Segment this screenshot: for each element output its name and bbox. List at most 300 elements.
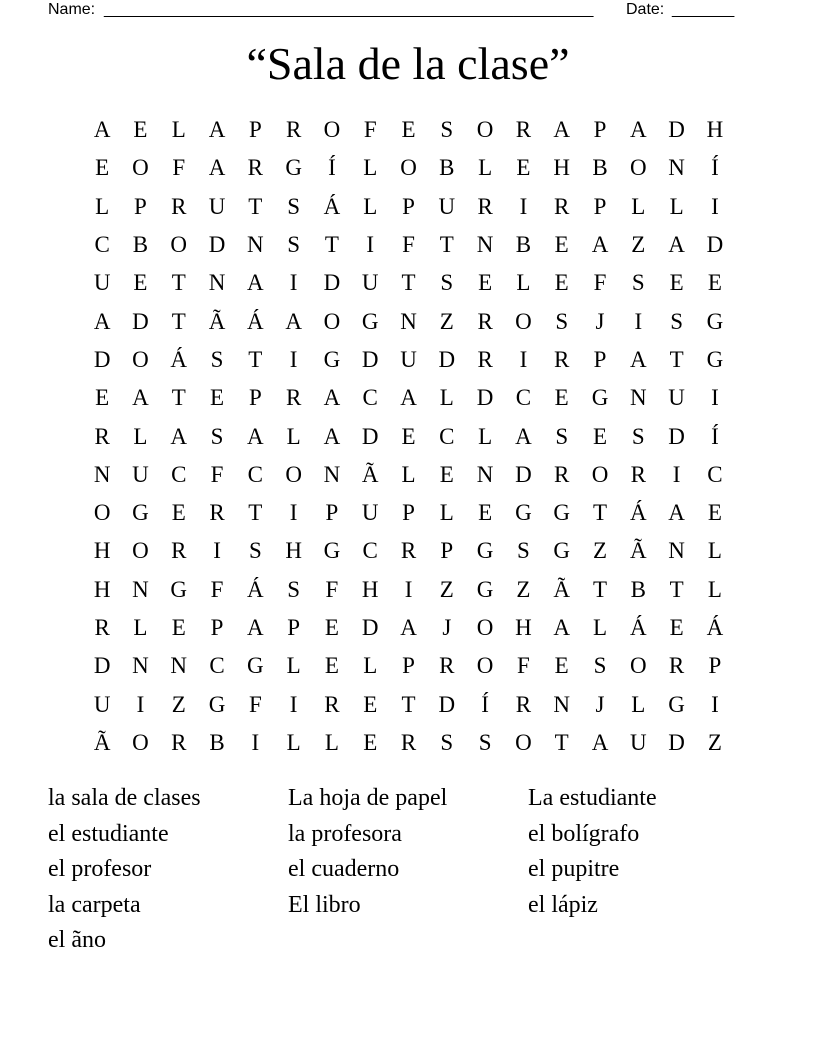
grid-letter: E: [95, 155, 110, 181]
grid-letter: T: [401, 270, 416, 296]
grid-letter: L: [363, 155, 378, 181]
grid-letter: H: [285, 538, 302, 564]
grid-letter: A: [93, 117, 111, 143]
grid-letter: L: [171, 117, 186, 143]
grid-letter: T: [554, 729, 569, 755]
grid-letter: A: [170, 423, 188, 449]
grid-letter: O: [132, 729, 149, 755]
grid-letter: G: [361, 308, 379, 334]
grid-letter: R: [400, 538, 417, 564]
grid-letter: Á: [247, 308, 264, 334]
grid-letter: G: [323, 346, 341, 372]
grid-letter: Z: [516, 576, 531, 602]
grid-letter: C: [209, 653, 225, 679]
grid-letter: O: [323, 308, 341, 334]
grid-letter: A: [208, 117, 226, 143]
grid-letter: J: [442, 615, 452, 640]
grid-letter: P: [402, 193, 415, 219]
grid-letter: Ã: [553, 576, 571, 602]
grid-letter: I: [289, 270, 298, 296]
grid-letter: I: [711, 691, 719, 717]
grid-letter: S: [287, 193, 301, 219]
grid-letter: P: [325, 500, 339, 526]
grid-letter: E: [363, 729, 378, 755]
grid-letter: R: [477, 346, 493, 372]
grid-letter: P: [134, 193, 147, 219]
grid-letter: B: [209, 729, 225, 755]
grid-letter: Z: [592, 538, 608, 564]
grid-letter: T: [171, 308, 186, 334]
grid-letter: N: [247, 232, 264, 258]
grid-letter: L: [478, 155, 493, 181]
grid-letter: I: [634, 308, 643, 334]
grid-letter: R: [285, 117, 302, 143]
grid-letter: N: [170, 653, 188, 679]
grid-letter: N: [93, 461, 111, 487]
grid-letter: A: [323, 423, 341, 449]
grid-letter: T: [248, 500, 263, 526]
grid-letter: O: [476, 117, 494, 143]
grid-letter: C: [707, 461, 723, 487]
grid-letter: D: [361, 423, 379, 449]
grid-letter: E: [592, 423, 608, 449]
grid-letter: T: [248, 346, 263, 372]
grid-letter: S: [631, 423, 645, 449]
grid-letter: A: [515, 423, 532, 449]
grid-letter: Ã: [208, 308, 226, 334]
grid-letter: R: [400, 729, 417, 755]
grid-letter: C: [439, 423, 455, 449]
grid-letter: E: [554, 653, 569, 679]
grid-letter: Á: [706, 615, 724, 640]
grid-letter: A: [247, 270, 264, 296]
grid-letter: U: [132, 461, 149, 487]
grid-letter: I: [519, 346, 528, 372]
grid-letter: R: [630, 461, 646, 487]
grid-letter: C: [362, 385, 378, 411]
grid-letter: E: [554, 270, 569, 296]
grid-letter: Á: [247, 576, 264, 602]
grid-letter: A: [285, 308, 302, 334]
grid-letter: N: [132, 576, 149, 602]
grid-letter: L: [439, 385, 454, 411]
grid-letter: C: [362, 538, 378, 564]
worksheet-header: [48, 0, 740, 20]
grid-letter: R: [554, 461, 570, 487]
grid-letter: L: [401, 461, 416, 487]
grid-letter: T: [171, 270, 186, 296]
grid-letter: O: [591, 461, 609, 487]
grid-letter: F: [210, 461, 224, 487]
grid-letter: I: [519, 193, 528, 219]
grid-letter: D: [668, 729, 685, 755]
grid-letter: R: [247, 155, 263, 181]
grid-letter: Ã: [361, 461, 379, 487]
grid-letter: E: [133, 270, 148, 296]
grid-letter: E: [401, 423, 416, 449]
grid-letter: E: [363, 691, 378, 717]
grid-letter: E: [707, 500, 722, 526]
grid-letter: O: [515, 308, 532, 334]
grid-letter: Z: [171, 691, 186, 717]
grid-letter: O: [323, 117, 341, 143]
grid-letter: R: [554, 193, 570, 219]
name-blank-line: _______________________________________________________: [104, 1, 594, 18]
grid-letter: O: [515, 729, 532, 755]
grid-letter: P: [248, 385, 262, 411]
grid-letter: R: [171, 193, 187, 219]
grid-letter: D: [323, 270, 341, 296]
grid-letter: N: [476, 232, 494, 258]
worksheet-title: “Sala de la clase”: [246, 38, 570, 89]
grid-letter: B: [515, 232, 532, 258]
grid-letter: U: [400, 346, 417, 372]
grid-letter: U: [93, 270, 111, 296]
grid-letter: G: [706, 308, 724, 334]
grid-letter: A: [208, 155, 226, 181]
word-list-item: la carpeta: [48, 891, 141, 918]
grid-letter: L: [631, 691, 646, 717]
grid-letter: O: [132, 346, 149, 372]
grid-letter: F: [517, 653, 530, 679]
grid-letter: B: [132, 232, 149, 258]
grid-letter: G: [208, 691, 226, 717]
grid-letter: E: [171, 500, 186, 526]
grid-letter: T: [248, 193, 263, 219]
grid-letter: I: [251, 729, 260, 755]
grid-letter: F: [172, 155, 186, 181]
grid-letter: I: [366, 232, 375, 258]
grid-letter: T: [324, 232, 339, 258]
word-list-item: el bolígrafo: [528, 820, 640, 847]
grid-letter: T: [401, 691, 416, 717]
grid-letter: D: [438, 346, 456, 372]
grid-letter: G: [247, 653, 264, 679]
grid-letter: D: [361, 346, 379, 372]
grid-letter: D: [93, 653, 111, 679]
grid-letter: E: [554, 385, 569, 411]
grid-letter: H: [93, 576, 111, 602]
grid-letter: P: [708, 653, 722, 679]
grid-letter: R: [515, 691, 532, 717]
grid-letter: O: [285, 461, 302, 487]
grid-letter: S: [631, 270, 645, 296]
grid-letter: A: [93, 308, 111, 334]
grid-letter: U: [208, 193, 226, 219]
grid-letter: D: [668, 117, 685, 143]
grid-letter: T: [669, 346, 684, 372]
grid-letter: Á: [629, 615, 647, 640]
word-list: [48, 781, 768, 959]
grid-letter: O: [132, 155, 149, 181]
grid-letter: G: [706, 346, 724, 372]
grid-letter: P: [402, 653, 415, 679]
grid-letter: O: [476, 653, 494, 679]
grid-letter: A: [132, 385, 149, 411]
grid-letter: R: [171, 729, 187, 755]
grid-letter: U: [668, 385, 685, 411]
grid-letter: A: [400, 385, 417, 411]
grid-letter: L: [324, 729, 339, 755]
word-list-item: La hoja de papel: [288, 785, 448, 811]
grid-letter: D: [706, 232, 724, 258]
grid-letter: A: [591, 729, 609, 755]
grid-letter: E: [324, 653, 339, 679]
grid-letter: G: [515, 500, 532, 526]
grid-letter: A: [629, 117, 647, 143]
grid-letter: H: [515, 615, 532, 640]
grid-letter: F: [325, 576, 339, 602]
grid-letter: L: [286, 729, 301, 755]
grid-letter: P: [248, 117, 262, 143]
grid-letter: R: [554, 346, 570, 372]
word-list-item: la profesora: [288, 820, 402, 847]
grid-letter: L: [631, 193, 646, 219]
grid-letter: U: [361, 270, 379, 296]
grid-letter: N: [476, 461, 494, 487]
grid-letter: S: [440, 729, 454, 755]
grid-letter: S: [248, 538, 262, 564]
grid-letter: P: [210, 615, 224, 640]
grid-letter: I: [404, 576, 413, 602]
grid-letter: Á: [170, 346, 188, 372]
grid-letter: N: [400, 308, 417, 334]
grid-letter: C: [247, 461, 263, 487]
grid-letter: F: [593, 270, 607, 296]
grid-letter: L: [363, 193, 378, 219]
grid-letter: L: [592, 615, 608, 640]
grid-letter: T: [592, 576, 608, 602]
grid-letter: L: [286, 653, 301, 679]
word-list-item: el cuaderno: [288, 856, 400, 882]
grid-letter: L: [439, 500, 454, 526]
grid-letter: O: [400, 155, 417, 181]
grid-letter: E: [324, 615, 339, 640]
word-list-item: el ãno: [48, 927, 106, 953]
grid-letter: T: [669, 576, 684, 602]
grid-letter: J: [595, 691, 605, 717]
grid-letter: A: [323, 385, 341, 411]
grid-letter: S: [517, 538, 530, 564]
grid-letter: Á: [323, 193, 341, 219]
grid-letter: R: [171, 538, 187, 564]
grid-letter: G: [668, 691, 685, 717]
grid-letter: E: [516, 155, 531, 181]
grid-letter: G: [476, 538, 494, 564]
grid-letter: L: [478, 423, 493, 449]
grid-letter: O: [93, 500, 111, 526]
word-list-item: el lápiz: [528, 891, 598, 918]
grid-letter: G: [553, 538, 571, 564]
grid-letter: C: [515, 385, 532, 411]
grid-letter: E: [439, 461, 454, 487]
grid-letter: I: [136, 691, 145, 717]
grid-letter: E: [669, 615, 684, 640]
grid-letter: E: [171, 615, 186, 640]
grid-letter: A: [668, 500, 685, 526]
grid-letter: I: [213, 538, 221, 564]
grid-letter: O: [132, 538, 149, 564]
grid-letter: L: [516, 270, 531, 296]
grid-letter: S: [440, 117, 454, 143]
grid-letter: Í: [481, 691, 489, 717]
word-list-item: el estudiante: [48, 820, 169, 847]
grid-letter: A: [553, 615, 571, 640]
grid-letter: I: [672, 461, 681, 487]
grid-letter: E: [707, 270, 722, 296]
grid-letter: D: [438, 691, 456, 717]
grid-letter: T: [439, 232, 454, 258]
grid-letter: E: [478, 500, 493, 526]
grid-letter: U: [438, 193, 456, 219]
grid-letter: B: [630, 576, 646, 602]
grid-letter: F: [402, 232, 415, 258]
grid-letter: R: [439, 653, 455, 679]
grid-letter: S: [555, 423, 569, 449]
grid-letter: P: [593, 117, 607, 143]
word-list-item: el pupitre: [528, 856, 620, 882]
grid-letter: R: [285, 385, 302, 411]
grid-letter: U: [93, 691, 111, 717]
grid-letter: I: [289, 500, 298, 526]
grid-letter: E: [95, 385, 110, 411]
grid-letter: L: [707, 576, 722, 602]
grid-letter: R: [209, 500, 225, 526]
grid-letter: R: [324, 691, 340, 717]
grid-letter: L: [669, 193, 684, 219]
grid-letter: B: [439, 155, 455, 181]
grid-letter: E: [669, 270, 684, 296]
grid-letter: L: [133, 423, 148, 449]
grid-letter: D: [515, 461, 532, 487]
grid-letter: N: [668, 155, 685, 181]
grid-letter: E: [478, 270, 493, 296]
grid-letter: B: [592, 155, 608, 181]
grid-letter: C: [171, 461, 187, 487]
grid-letter: G: [476, 576, 494, 602]
grid-letter: T: [592, 500, 608, 526]
grid-letter: A: [629, 346, 647, 372]
word-list-item: la sala de clases: [48, 785, 201, 811]
grid-letter: G: [132, 500, 149, 526]
grid-letter: S: [670, 308, 683, 334]
name-label: Name:: [48, 1, 96, 18]
word-list-item: La estudiante: [528, 785, 657, 811]
grid-letter: Z: [707, 729, 722, 755]
grid-letter: E: [133, 117, 148, 143]
grid-letter: Z: [631, 232, 646, 258]
grid-letter: O: [629, 653, 647, 679]
grid-letter: Í: [328, 155, 336, 181]
grid-letter: H: [361, 576, 379, 602]
grid-letter: F: [210, 576, 224, 602]
grid-letter: G: [170, 576, 188, 602]
grid-letter: A: [668, 232, 685, 258]
grid-letter: P: [593, 193, 607, 219]
grid-letter: S: [478, 729, 492, 755]
grid-letter: E: [210, 385, 225, 411]
grid-letter: D: [668, 423, 685, 449]
grid-letter: S: [555, 308, 569, 334]
grid-letter: R: [515, 117, 532, 143]
grid-letter: L: [707, 538, 722, 564]
grid-letter: R: [477, 308, 493, 334]
grid-letter: H: [706, 117, 724, 143]
grid-letter: E: [554, 232, 569, 258]
grid-letter: N: [132, 653, 149, 679]
grid-letter: Z: [439, 308, 454, 334]
grid-letter: Í: [711, 423, 719, 449]
grid-letter: I: [711, 385, 719, 411]
grid-letter: A: [553, 117, 571, 143]
grid-letter: S: [210, 423, 224, 449]
grid-letter: H: [553, 155, 571, 181]
grid-letter: L: [286, 423, 301, 449]
grid-letter: D: [208, 232, 226, 258]
grid-letter: D: [93, 346, 111, 372]
grid-letter: O: [629, 155, 647, 181]
grid-letter: N: [553, 691, 571, 717]
grid-letter: D: [476, 385, 494, 411]
grid-letter: S: [593, 653, 607, 679]
grid-letter: A: [247, 615, 264, 640]
grid-letter: F: [248, 691, 262, 717]
grid-letter: H: [93, 538, 111, 564]
grid-letter: R: [94, 615, 110, 640]
grid-letter: Á: [629, 500, 647, 526]
grid-letter: T: [171, 385, 186, 411]
grid-letter: P: [440, 538, 454, 564]
grid-letter: O: [476, 615, 494, 640]
grid-letter: U: [361, 500, 379, 526]
grid-letter: R: [477, 193, 493, 219]
grid-letter: L: [133, 615, 148, 640]
grid-letter: G: [285, 155, 302, 181]
grid-letter: G: [553, 500, 571, 526]
grid-letter: R: [668, 653, 685, 679]
grid-letter: L: [363, 653, 378, 679]
grid-letter: N: [629, 385, 647, 411]
grid-letter: D: [132, 308, 149, 334]
grid-letter: Ã: [93, 729, 111, 755]
grid-letter: I: [711, 193, 719, 219]
grid-letter: S: [210, 346, 224, 372]
grid-letter: N: [668, 538, 685, 564]
word-list-item: el profesor: [48, 856, 152, 882]
grid-letter: Z: [439, 576, 454, 602]
grid-letter: J: [595, 308, 605, 334]
grid-letter: N: [323, 461, 341, 487]
grid-letter: R: [94, 423, 110, 449]
grid-letter: A: [400, 615, 417, 640]
grid-letter: D: [361, 615, 379, 640]
grid-letter: Ã: [629, 538, 647, 564]
word-search-grid: [83, 111, 734, 762]
grid-letter: N: [208, 270, 226, 296]
grid-letter: P: [402, 500, 415, 526]
grid-letter: Í: [711, 155, 719, 181]
grid-letter: S: [440, 270, 454, 296]
grid-letter: S: [287, 576, 301, 602]
date-blank-line: _______: [672, 1, 735, 18]
grid-letter: I: [289, 691, 298, 717]
grid-letter: C: [94, 232, 110, 258]
grid-letter: F: [363, 117, 377, 143]
grid-letter: P: [593, 346, 607, 372]
grid-letter: A: [591, 232, 609, 258]
grid-letter: G: [323, 538, 341, 564]
date-label: Date:: [626, 1, 665, 18]
